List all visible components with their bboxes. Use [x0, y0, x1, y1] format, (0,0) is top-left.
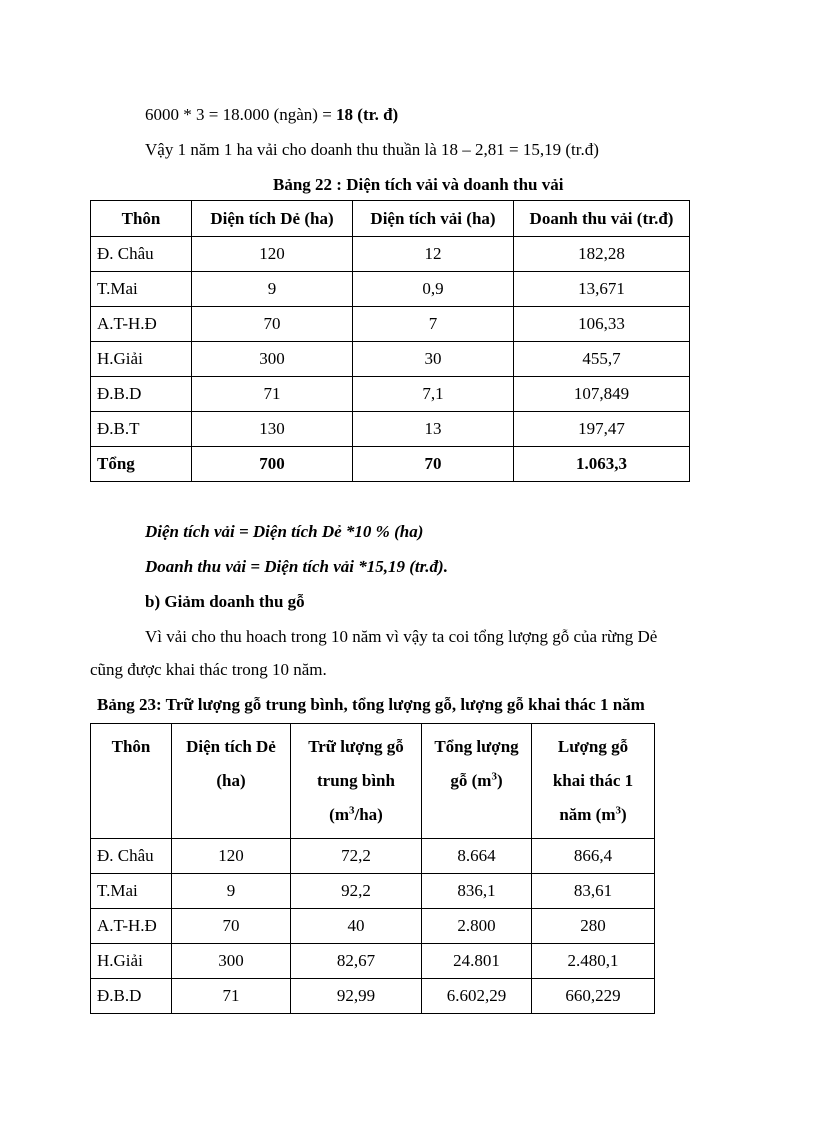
cell-dien-tich-de: 70: [192, 307, 353, 342]
header-tong-luong-l2a: gỗ (m: [450, 771, 492, 790]
cell-dien-tich-vai: 13: [353, 412, 514, 447]
cell-dien-tich: 71: [172, 979, 291, 1014]
cell-tru-luong: 72,2: [291, 839, 422, 874]
cell-tong-luong: 2.800: [422, 909, 532, 944]
cell-tong-luong: 6.602,29: [422, 979, 532, 1014]
cell-thon: Đ.B.D: [91, 377, 192, 412]
paragraph-line-1: Vì vải cho thu hoach trong 10 năm vì vậy ta coi tổng lượng gỗ của rừng Dẻ: [145, 627, 658, 646]
header-tong-luong-sup: 3: [491, 770, 497, 783]
header-tru-luong-l1: Trữ lượng gỗ: [308, 737, 404, 756]
header-tru-luong-l2: trung bình: [317, 771, 395, 790]
header-thon: Thôn: [91, 201, 192, 237]
header-khai-thac-l3b: ): [621, 805, 627, 824]
cell-dien-tich-de: 120: [192, 237, 353, 272]
table-row: [91, 237, 690, 272]
header-dien-tich-vai: Diện tích vải (ha): [353, 201, 514, 237]
header-doanh-thu-vai: Doanh thu vải (tr.đ): [514, 201, 690, 237]
table-row: [91, 342, 690, 377]
cell-thon: T.Mai: [91, 272, 192, 307]
paragraph-line-2: cũng được khai thác trong 10 năm.: [90, 660, 327, 679]
cell-dien-tich-vai: 7: [353, 307, 514, 342]
cell-thon: Đ. Châu: [91, 839, 172, 874]
header-khai-thac-l3a: năm (m: [559, 805, 616, 824]
cell-tru-luong: 40: [291, 909, 422, 944]
header-tong-luong-l2b: ): [496, 771, 503, 790]
cell-dien-tich-de: 300: [192, 342, 353, 377]
cell-thon: H.Giải: [91, 342, 192, 377]
header-dien-tich-l1: Diện tích Dẻ: [186, 737, 276, 756]
header-thon-text: Thôn: [111, 737, 151, 756]
table-header-row: [91, 724, 655, 839]
cell-doanh-thu: 13,671: [514, 272, 690, 307]
header-thon: [91, 724, 172, 839]
cell-total-dien-tich-vai: 70: [353, 447, 514, 482]
table-22: [90, 200, 690, 482]
cell-total-dien-tich-de: 700: [192, 447, 353, 482]
cell-tru-luong: 92,2: [291, 874, 422, 909]
cell-dien-tich: 9: [172, 874, 291, 909]
cell-thon: T.Mai: [91, 874, 172, 909]
table-23: [90, 723, 655, 1014]
header-dien-tich: [172, 724, 291, 839]
cell-doanh-thu: 107,849: [514, 377, 690, 412]
cell-dien-tich: 70: [172, 909, 291, 944]
cell-tru-luong: 82,67: [291, 944, 422, 979]
cell-khai-thac: 660,229: [532, 979, 655, 1014]
header-dien-tich-de: Diện tích Dẻ (ha): [192, 201, 353, 237]
table-row: [91, 412, 690, 447]
header-khai-thac: [532, 724, 655, 839]
conclusion-text: Vậy 1 năm 1 ha vải cho doanh thu thuần là 18 – 2,81 = 15,19 (tr.đ): [145, 140, 599, 159]
cell-doanh-thu: 106,33: [514, 307, 690, 342]
cell-doanh-thu: 197,47: [514, 412, 690, 447]
header-tong-luong: [422, 724, 532, 839]
cell-doanh-thu: 182,28: [514, 237, 690, 272]
section-heading: b) Giảm doanh thu gỗ: [145, 592, 305, 611]
table-header-row: [91, 201, 690, 237]
header-tru-luong-l3b: /ha): [354, 805, 383, 824]
cell-dien-tich-vai: 30: [353, 342, 514, 377]
cell-dien-tich-vai: 0,9: [353, 272, 514, 307]
table23-caption: Bảng 23: Trữ lượng gỗ trung bình, tổng lượng gỗ, lượng gỗ khai thác 1 năm: [97, 695, 645, 714]
cell-doanh-thu: 455,7: [514, 342, 690, 377]
cell-dien-tich-de: 130: [192, 412, 353, 447]
header-khai-thac-l2: khai thác 1: [552, 771, 634, 790]
formula-doanh-thu-vai: Doanh thu vải = Diện tích vải *15,19 (tr.đ).: [145, 557, 448, 576]
table-row: [91, 909, 655, 944]
table-row: [91, 839, 655, 874]
calc-result: 18 (tr. đ): [336, 105, 399, 124]
cell-tru-luong: 92,99: [291, 979, 422, 1014]
table-row: [91, 272, 690, 307]
cell-tong-luong: 24.801: [422, 944, 532, 979]
cell-dien-tich: 120: [172, 839, 291, 874]
header-tru-luong: [291, 724, 422, 839]
cell-dien-tich-vai: 7,1: [353, 377, 514, 412]
cell-dien-tich: 300: [172, 944, 291, 979]
cell-total-label: Tổng: [91, 447, 192, 482]
cell-tong-luong: 8.664: [422, 839, 532, 874]
cell-dien-tich-de: 9: [192, 272, 353, 307]
cell-tong-luong: 836,1: [422, 874, 532, 909]
cell-thon: Đ.B.T: [91, 412, 192, 447]
header-tru-luong-l3a: (m: [329, 805, 349, 824]
header-tru-luong-sup: 3: [348, 804, 355, 817]
cell-khai-thac: 866,4: [532, 839, 655, 874]
header-khai-thac-l1: Lượng gỗ: [557, 737, 629, 756]
cell-thon: A.T-H.Đ: [91, 909, 172, 944]
cell-khai-thac: 83,61: [532, 874, 655, 909]
table-row: [91, 874, 655, 909]
table-row: [91, 307, 690, 342]
cell-khai-thac: 280: [532, 909, 655, 944]
cell-dien-tich-vai: 12: [353, 237, 514, 272]
calc-text: 6000 * 3 = 18.000 (ngàn) =: [145, 105, 337, 124]
cell-thon: H.Giải: [91, 944, 172, 979]
table-row: [91, 377, 690, 412]
table-row: [91, 979, 655, 1014]
cell-thon: Đ. Châu: [91, 237, 192, 272]
header-khai-thac-sup: 3: [615, 804, 622, 817]
calc-line: [145, 105, 398, 125]
header-dien-tich-l2: (ha): [216, 771, 246, 790]
total-row: [91, 447, 690, 482]
cell-khai-thac: 2.480,1: [532, 944, 655, 979]
header-tong-luong-l1: Tổng lượng: [434, 737, 519, 756]
table-row: [91, 944, 655, 979]
cell-thon: A.T-H.Đ: [91, 307, 192, 342]
cell-thon: Đ.B.D: [91, 979, 172, 1014]
table22-caption: Bảng 22 : Diện tích vải và doanh thu vải: [273, 175, 564, 194]
formula-dien-tich-vai: Diện tích vải = Diện tích Dẻ *10 % (ha): [145, 522, 424, 541]
cell-dien-tich-de: 71: [192, 377, 353, 412]
cell-total-doanh-thu: 1.063,3: [514, 447, 690, 482]
